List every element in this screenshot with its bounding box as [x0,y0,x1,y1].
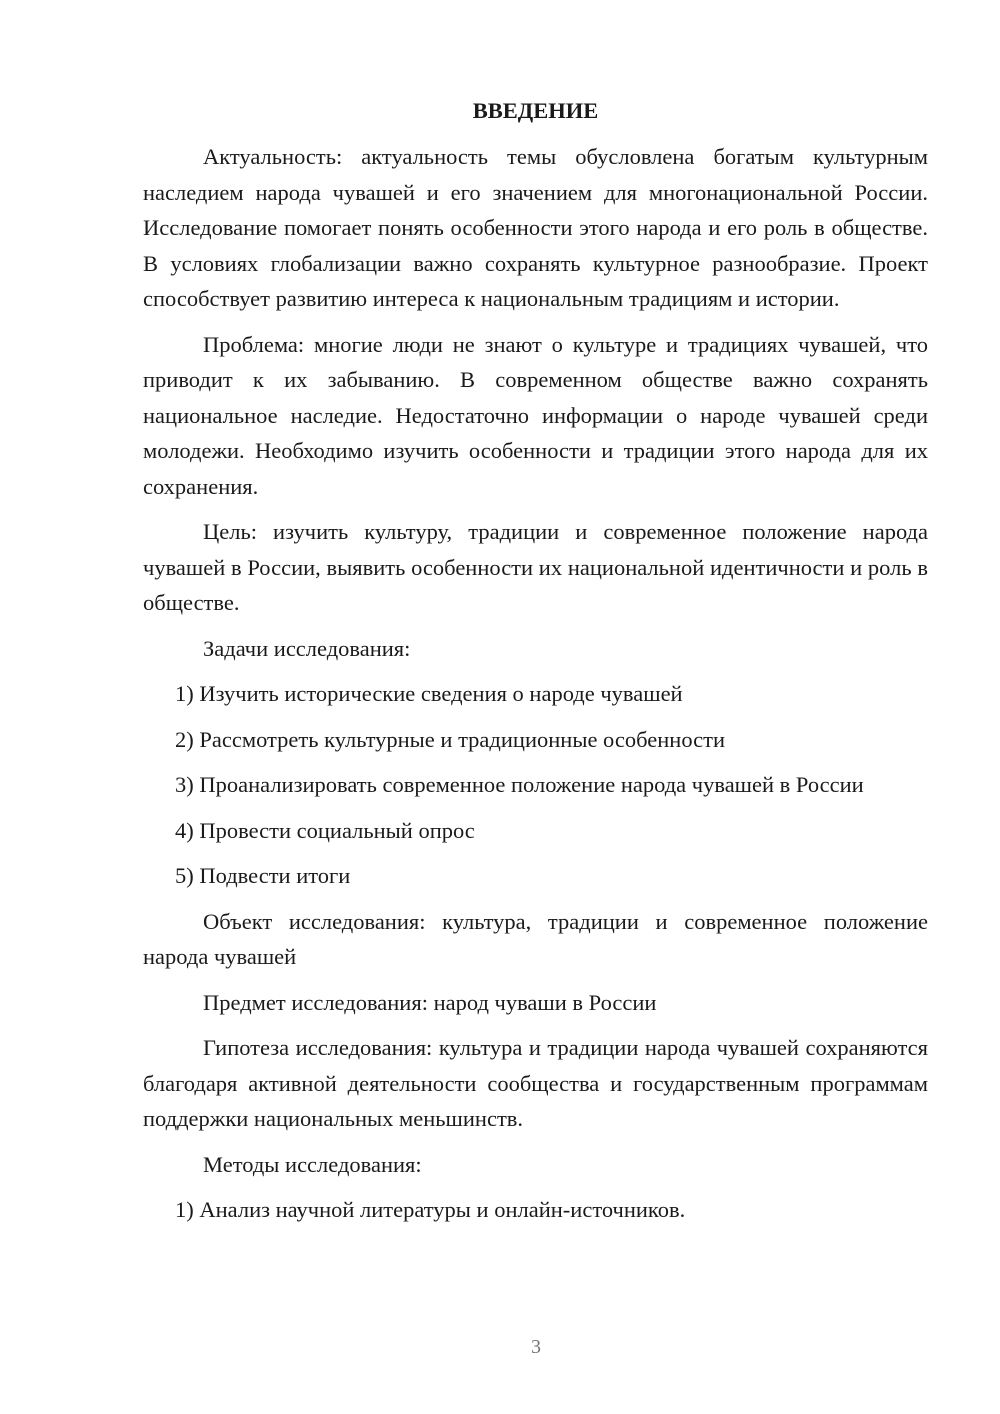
task-item: 4) Провести социальный опрос [175,817,475,843]
task-item: 2) Рассмотреть культурные и традиционные особенности [175,726,725,752]
tasks-heading: Задачи исследования: [203,635,411,661]
page-title: ВВЕДЕНИЕ [472,98,599,123]
method-item: 1) Анализ научной литературы и онлайн-источников. [175,1197,686,1222]
object-paragraph: Объект исследования: культура, традиции и современное положение народа чувашей [143,908,928,969]
goal-paragraph: Цель: изучить культуру, традиции и современное положение народа чувашей в России, выявить особенности их национальной идентичности и роль в обществе. [143,519,928,615]
relevance-paragraph: Актуальность: актуальность темы обусловлена богатым культурным наследием народа чувашей и его значением для многонациональной России. Исследование помогает понять особенности этого народа и его роль в обществе. В условиях глобализации важно сохранять культурное разнообразие. Проект способствует развитию интереса к национальным традициям и истории. [143,144,928,311]
problem-paragraph: Проблема: многие люди не знают о культуре и традициях чувашей, что приводит к их забыванию. В современном обществе важно сохранять национальное наследие. Недостаточно информации о народе чувашей среди молодежи. Необходимо изучить особенности и традиции этого народа для их сохранения. [143,331,928,499]
task-item: 1) Изучить исторические сведения о народе чувашей [175,681,683,706]
task-item: 5) Подвести итоги [175,863,351,888]
hypothesis-paragraph: Гипотеза исследования: культура и традиции народа чувашей сохраняются благодаря активной деятельности сообщества и государственным программам поддержки национальных меньшинств. [143,1035,928,1131]
document-body [143,96,928,1238]
methods-heading: Методы исследования: [203,1151,422,1177]
subject-paragraph: Предмет исследования: народ чуваши в России [203,989,657,1015]
task-item: 3) Проанализировать современное положение народа чувашей в России [175,772,864,797]
page-number: 3 [531,1336,541,1358]
